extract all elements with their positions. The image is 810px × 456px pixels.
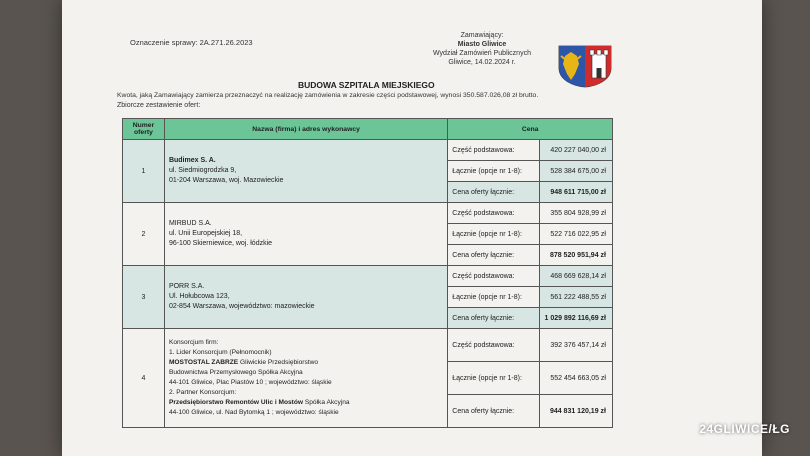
value-options: 528 384 675,00 zł bbox=[540, 161, 613, 182]
table-row bbox=[123, 266, 613, 287]
case-number: Oznaczenie sprawy: 2A.271.26.2023 bbox=[130, 38, 253, 47]
label-total: Cena oferty łącznie: bbox=[448, 395, 540, 428]
consortium-line: 1. Lider Konsorcjum (Pełnomocnik) bbox=[168, 349, 272, 356]
document-page bbox=[62, 0, 762, 456]
consortium-partner-rest: Spółka Akcyjna bbox=[303, 399, 350, 406]
firm-address-1: ul. Siedmiogrodzka 9, bbox=[168, 167, 237, 174]
firm-name: Budimex S. A. bbox=[168, 157, 216, 164]
intro-text: Kwota, jaką Zamawiający zamierza przeznaczyć na realizację zamówienia w zakresie części podstawowej, wynosi 350.587.026,08 zł brutto. bbox=[117, 92, 539, 99]
offer-contractor bbox=[164, 140, 447, 203]
consortium-line bbox=[169, 358, 443, 368]
consortium-line bbox=[169, 398, 443, 408]
label-options: Łącznie (opcje nr 1-8): bbox=[448, 224, 540, 245]
consortium-partner-name: Przedsiębiorstwo Remontów Ulic i Mostów bbox=[168, 399, 304, 406]
label-options: Łącznie (opcje nr 1-8): bbox=[448, 161, 540, 182]
value-basic: 355 804 928,99 zł bbox=[540, 203, 613, 224]
document-title: BUDOWA SZPITALA MIEJSKIEGO bbox=[298, 80, 435, 90]
firm-address-1: Ul. Hołubcowa 123, bbox=[168, 293, 230, 300]
offer-contractor bbox=[164, 329, 447, 428]
offer-number: 4 bbox=[123, 329, 165, 428]
value-options: 552 454 663,05 zł bbox=[540, 362, 613, 395]
header-name: Nazwa (firma) i adres wykonawcy bbox=[164, 119, 447, 140]
orderer-label: Zamawiający: bbox=[460, 32, 504, 39]
value-total: 944 831 120,19 zł bbox=[540, 395, 613, 428]
table-row bbox=[123, 140, 613, 161]
firm-address-2: 96-100 Skierniewice, woj. łódzkie bbox=[168, 240, 273, 247]
value-options: 561 222 488,55 zł bbox=[540, 287, 613, 308]
header-price: Cena bbox=[448, 119, 613, 140]
label-total: Cena oferty łącznie: bbox=[448, 182, 540, 203]
value-options: 522 716 022,95 zł bbox=[540, 224, 613, 245]
label-basic: Część podstawowa: bbox=[448, 266, 540, 287]
offers-table bbox=[122, 118, 613, 428]
orderer-department: Wydział Zamówień Publicznych bbox=[433, 50, 531, 57]
consortium-line: 44-101 Gliwice, Plac Piastów 10 ; województwo: śląskie bbox=[168, 379, 332, 386]
orderer-name: Miasto Gliwice bbox=[457, 41, 507, 48]
firm-address-1: ul. Unii Europejskiej 18, bbox=[168, 230, 243, 237]
value-basic: 420 227 040,00 zł bbox=[540, 140, 613, 161]
table-row bbox=[123, 329, 613, 362]
label-basic: Część podstawowa: bbox=[448, 140, 540, 161]
value-total: 948 611 715,00 zł bbox=[540, 182, 613, 203]
label-total: Cena oferty łącznie: bbox=[448, 245, 540, 266]
label-options: Łącznie (opcje nr 1-8): bbox=[448, 287, 540, 308]
header-number: Numer oferty bbox=[123, 119, 165, 140]
offer-contractor bbox=[164, 266, 447, 329]
firm-address-2: 02-854 Warszawa, województwo: mazowieckie bbox=[168, 303, 315, 310]
firm-name: PORR S.A. bbox=[168, 283, 205, 290]
value-basic: 468 669 628,14 zł bbox=[540, 266, 613, 287]
watermark: 24GLIWICE/ŁG bbox=[699, 422, 790, 436]
value-total: 1 029 892 116,69 zł bbox=[540, 308, 613, 329]
consortium-line: Budownictwa Przemysłowego Spółka Akcyjna bbox=[168, 369, 303, 376]
label-basic: Część podstawowa: bbox=[448, 203, 540, 224]
gliwice-coat-of-arms-icon bbox=[557, 44, 613, 88]
label-total: Cena oferty łącznie: bbox=[448, 308, 540, 329]
value-basic: 392 376 457,14 zł bbox=[540, 329, 613, 362]
label-basic: Część podstawowa: bbox=[448, 329, 540, 362]
offer-contractor bbox=[164, 203, 447, 266]
orderer-date: Gliwice, 14.02.2024 r. bbox=[448, 59, 516, 66]
firm-address-2: 01-204 Warszawa, woj. Mazowieckie bbox=[168, 177, 284, 184]
consortium-line: 44-100 Gliwice, ul. Nad Bytomką 1 ; województwo: śląskie bbox=[168, 409, 339, 416]
consortium-leader-name: MOSTOSTAL ZABRZE bbox=[168, 359, 239, 366]
offer-number: 3 bbox=[123, 266, 165, 329]
summary-label: Zbiorcze zestawienie ofert: bbox=[117, 102, 201, 109]
consortium-line: Konsorcjum firm: bbox=[168, 339, 219, 346]
consortium-leader-rest: Gliwickie Przedsiębiorstwo bbox=[238, 359, 319, 366]
label-options: Łącznie (opcje nr 1-8): bbox=[448, 362, 540, 395]
value-total: 878 520 951,94 zł bbox=[540, 245, 613, 266]
offer-number: 1 bbox=[123, 140, 165, 203]
offer-number: 2 bbox=[123, 203, 165, 266]
table-header-row bbox=[123, 119, 613, 140]
table-row bbox=[123, 203, 613, 224]
consortium-line: 2. Partner Konsorcjum: bbox=[168, 389, 237, 396]
firm-name: MIRBUD S.A. bbox=[168, 220, 212, 227]
orderer-block bbox=[402, 31, 562, 67]
